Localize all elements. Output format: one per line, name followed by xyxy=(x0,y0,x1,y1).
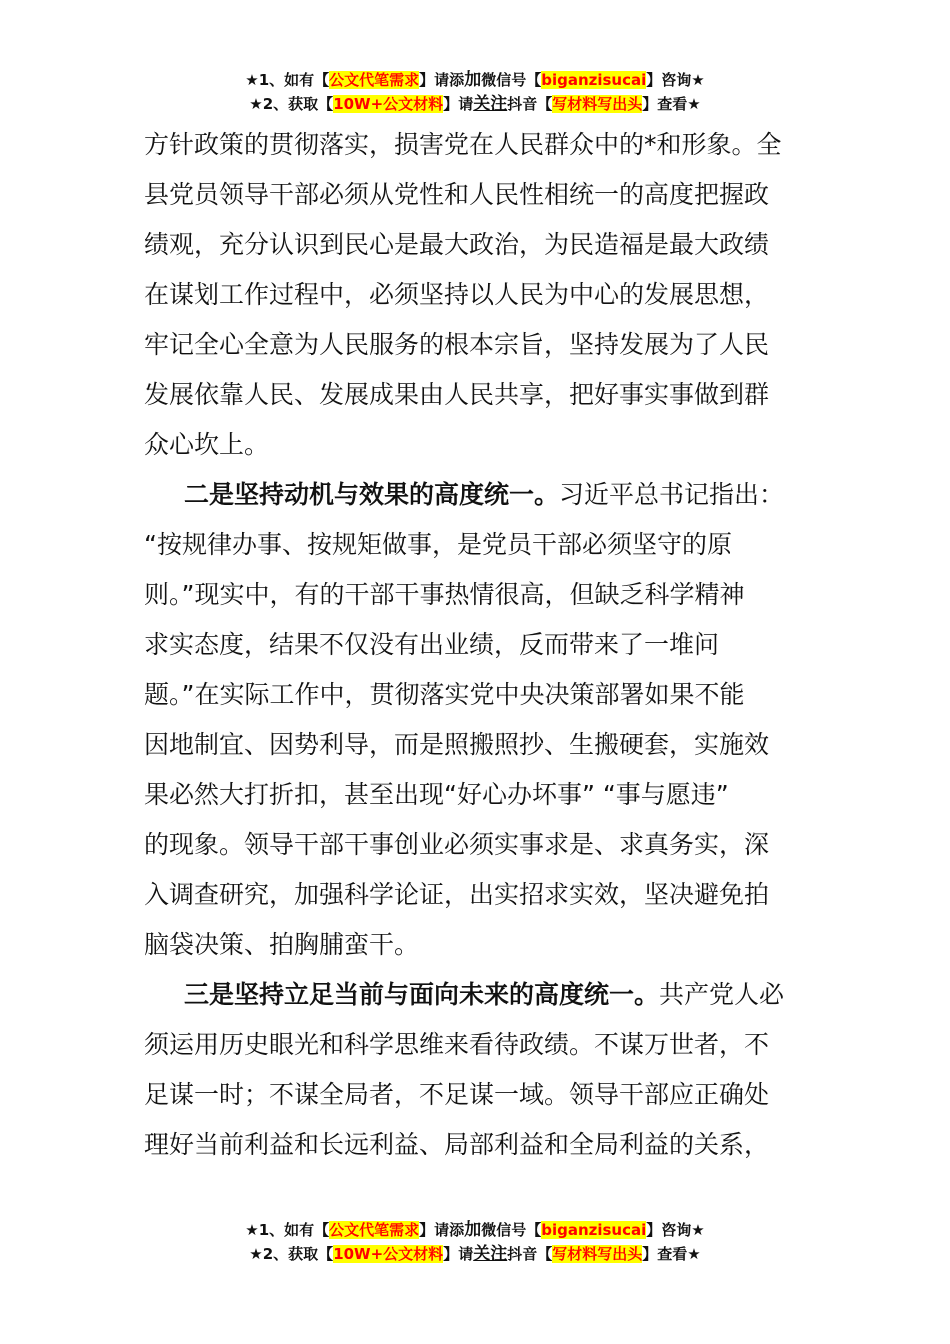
text-line: 绩观，充分认识到民心是最大政治，为民造福是最大政绩 xyxy=(144,230,770,259)
text-line: 须运用历史眼光和科学思维来看待政绩。不谋万世者，不 xyxy=(144,1030,770,1059)
text-line: 理好当前利益和长远利益、局部利益和全局利益的关系， xyxy=(144,1130,770,1159)
text-line: “按规律办事、按规矩做事，是党员干部必须坚守的原 xyxy=(144,530,732,559)
banner-text: 微信号【 xyxy=(481,1221,542,1239)
banner-highlight-materials: 10W+公文材料 xyxy=(333,1245,444,1263)
text-line: 求实态度，结果不仅没有出业绩，反而带来了一堆问 xyxy=(144,630,720,659)
header-banner xyxy=(0,68,950,116)
paragraph-3-first-line xyxy=(144,970,809,1020)
banner-text: 】请 xyxy=(443,1245,474,1263)
paragraph-1 xyxy=(144,120,809,470)
text-run: 习近平总书记指出： xyxy=(559,480,785,509)
footer-banner xyxy=(0,1218,950,1266)
paragraph-3-heading: 三是坚持立足当前与面向未来的高度统一。 xyxy=(184,980,660,1009)
text-line: 则。”现实中，有的干部干事热情很高，但缺乏科学精神 xyxy=(144,580,745,609)
banner-text: 】咨询★ xyxy=(646,1221,705,1239)
text-line: 题。”在实际工作中，贯彻落实党中央决策部署如果不能 xyxy=(144,680,745,709)
banner-text: ★1、如有【 xyxy=(245,71,330,89)
banner-text: 】查看★ xyxy=(642,95,701,113)
banner-text: 】请添 xyxy=(419,71,465,89)
banner-highlight-douyin: 写材料写出头 xyxy=(552,1245,643,1263)
banner-highlight-wechat-id: biganzisucai xyxy=(541,1221,647,1239)
text-line: 果必然大打折扣，甚至出现“好心办坏事” “事与愿违” xyxy=(144,780,729,809)
paragraph-2 xyxy=(144,470,809,970)
text-line: 足谋一时；不谋全局者，不足谋一域。领导干部应正确处 xyxy=(144,1080,770,1109)
banner-text: 微信号【 xyxy=(481,71,542,89)
text-line: 脑袋决策、拍胸脯蛮干。 xyxy=(144,930,420,959)
text-line: 牢记全心全意为人民服务的根本宗旨，坚持发展为了人民 xyxy=(144,330,770,359)
text-run: 共产党人必 xyxy=(659,980,785,1009)
paragraph-2-first-line xyxy=(144,470,809,520)
header-banner-line-2 xyxy=(0,92,950,116)
banner-highlight-service: 公文代笔需求 xyxy=(329,71,420,89)
text-line: 入调查研究，加强科学论证，出实招求实效，坚决避免拍 xyxy=(144,880,770,909)
banner-highlight-douyin: 写材料写出头 xyxy=(552,95,643,113)
document-body xyxy=(144,120,809,1170)
banner-text: 】咨询★ xyxy=(646,71,705,89)
banner-text: ★2、获取【 xyxy=(249,95,334,113)
banner-emphasis: 加 xyxy=(464,70,482,90)
text-line: 在谋划工作过程中，必须坚持以人民为中心的发展思想， xyxy=(144,280,770,309)
banner-text: 】请 xyxy=(443,95,474,113)
banner-highlight-materials: 10W+公文材料 xyxy=(333,95,444,113)
footer-banner-line-1 xyxy=(0,1218,950,1242)
banner-text: ★2、获取【 xyxy=(249,1245,334,1263)
banner-emphasis: 关注 xyxy=(473,1244,508,1264)
paragraph-3 xyxy=(144,970,809,1170)
banner-text: ★1、如有【 xyxy=(245,1221,330,1239)
text-line: 因地制宜、因势利导，而是照搬照抄、生搬硬套，实施效 xyxy=(144,730,770,759)
banner-text: 】请添 xyxy=(419,1221,465,1239)
text-line: 方针政策的贯彻落实，损害党在人民群众中的*和形象。全 xyxy=(144,130,782,159)
footer-banner-line-2 xyxy=(0,1242,950,1266)
banner-emphasis: 关注 xyxy=(473,94,508,114)
banner-emphasis: 加 xyxy=(464,1220,482,1240)
paragraph-2-heading: 二是坚持动机与效果的高度统一。 xyxy=(184,480,560,509)
text-line: 发展依靠人民、发展成果由人民共享，把好事实事做到群 xyxy=(144,380,770,409)
banner-highlight-wechat-id: biganzisucai xyxy=(541,71,647,89)
banner-text: 抖音【 xyxy=(507,95,553,113)
text-line: 的现象。领导干部干事创业必须实事求是、求真务实，深 xyxy=(144,830,770,859)
banner-text: 抖音【 xyxy=(507,1245,553,1263)
banner-highlight-service: 公文代笔需求 xyxy=(329,1221,420,1239)
banner-text: 】查看★ xyxy=(642,1245,701,1263)
text-line: 众心坎上。 xyxy=(144,430,270,459)
text-line: 县党员领导干部必须从党性和人民性相统一的高度把握政 xyxy=(144,180,770,209)
header-banner-line-1 xyxy=(0,68,950,92)
